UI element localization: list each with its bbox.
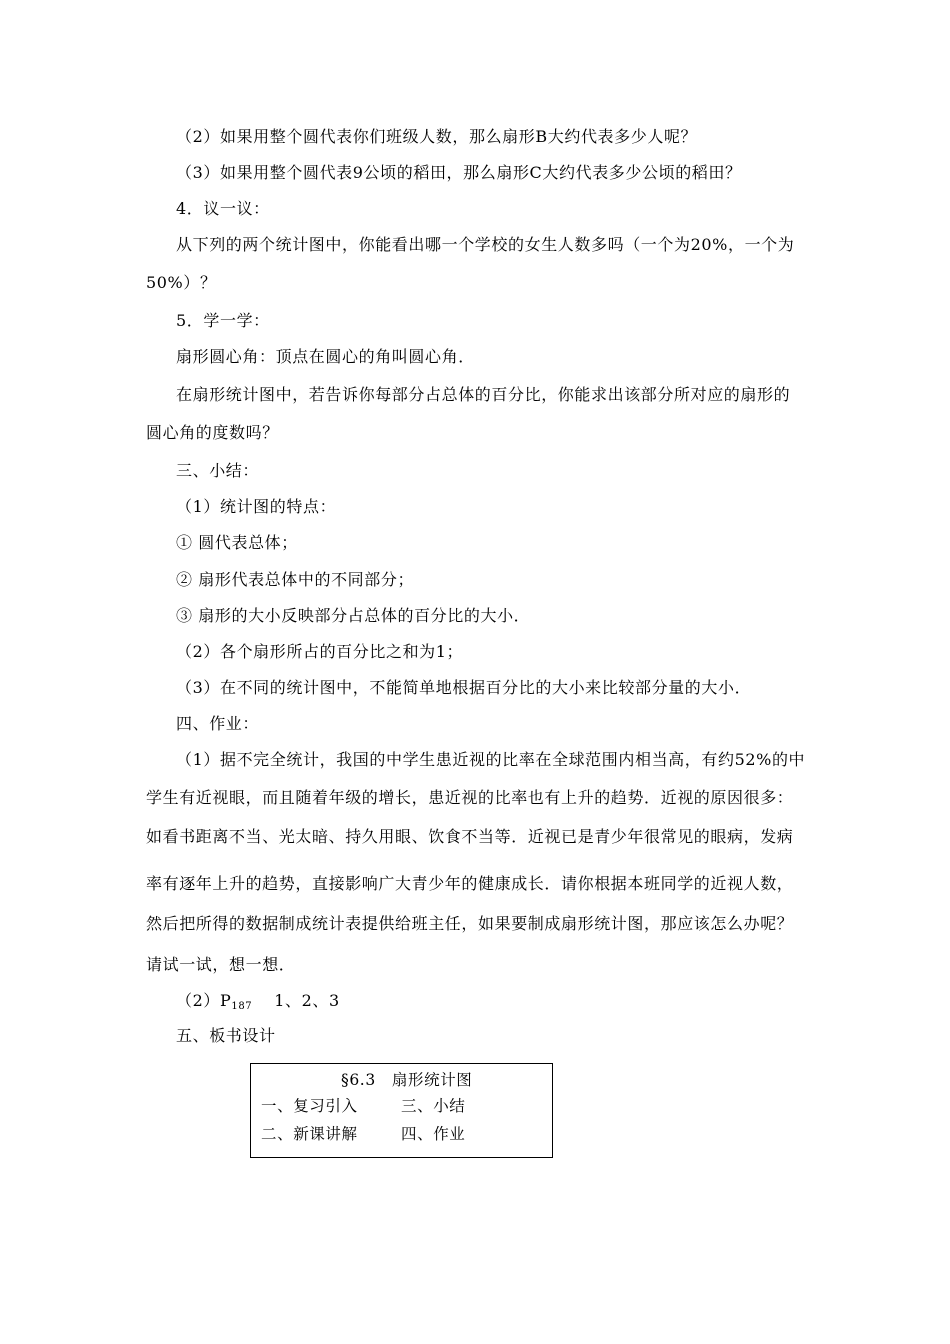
section-5-question-line-1: 在扇形统计图中，若告诉你每部分占总体的百分比，你能求出该部分所对应的扇形的 bbox=[176, 385, 791, 404]
summary-item-1a: ① 圆代表总体； bbox=[176, 533, 298, 552]
summary-item-1: （1）统计图的特点： bbox=[176, 497, 337, 516]
summary-title: 三、小结： bbox=[176, 461, 260, 480]
homework-1-line-3: 如看书距离不当、光太暗、持久用眼、饮食不当等．近视已是青少年很常见的眼病，发病 bbox=[146, 827, 794, 846]
board-heading: §6.3 扇形统计图 bbox=[341, 1071, 473, 1089]
homework-2 bbox=[176, 990, 340, 1018]
board-item-homework: 四、作业 bbox=[401, 1125, 466, 1143]
homework-1-line-4: 率有逐年上升的趋势，直接影响广大青少年的健康成长．请你根据本班同学的近视人数， bbox=[146, 874, 794, 893]
question-3: （3）如果用整个圆代表9公顷的稻田，那么扇形C大约代表多少公顷的稻田？ bbox=[176, 163, 742, 182]
board-item-review: 一、复习引入 bbox=[261, 1097, 358, 1115]
homework-1-line-2: 学生有近视眼，而且随着年级的增长，患近视的比率也有上升的趋势．近视的原因很多： bbox=[146, 788, 794, 807]
board-item-summary: 三、小结 bbox=[401, 1097, 466, 1115]
board-design-box bbox=[250, 1063, 553, 1158]
section-5-definition: 扇形圆心角：顶点在圆心的角叫圆心角． bbox=[176, 347, 475, 366]
summary-item-2: （2）各个扇形所占的百分比之和为1； bbox=[176, 642, 464, 661]
board-design-title: 五、板书设计 bbox=[176, 1026, 276, 1045]
section-5-title: 5．学一学： bbox=[176, 311, 270, 330]
section-4-title: 4．议一议： bbox=[176, 199, 270, 218]
board-item-new-lesson: 二、新课讲解 bbox=[261, 1125, 358, 1143]
section-5-question-line-2: 圆心角的度数吗？ bbox=[146, 423, 279, 442]
homework-2-page-number: 187 bbox=[231, 1001, 253, 1012]
homework-1-line-5: 然后把所得的数据制成统计表提供给班主任，如果要制成扇形统计图，那应该怎么办呢？ bbox=[146, 914, 794, 933]
section-4-body-line-2: 50%）？ bbox=[146, 273, 217, 292]
section-4-body-line-1: 从下列的两个统计图中，你能看出哪一个学校的女生人数多吗（一个为20%，一个为 bbox=[176, 235, 795, 254]
homework-1-line-1: （1）据不完全统计，我国的中学生患近视的比率在全球范围内相当高，有约52%的中 bbox=[176, 750, 806, 769]
homework-title: 四、作业： bbox=[176, 714, 260, 733]
question-2: （2）如果用整个圆代表你们班级人数，那么扇形B大约代表多少人呢？ bbox=[176, 127, 698, 146]
homework-2-items: 1、2、3 bbox=[274, 991, 340, 1010]
homework-1-line-6: 请试一试，想一想． bbox=[146, 955, 296, 974]
homework-2-prefix: （2）P bbox=[176, 991, 232, 1010]
summary-item-1c: ③ 扇形的大小反映部分占总体的百分比的大小． bbox=[176, 606, 531, 625]
summary-item-1b: ② 扇形代表总体中的不同部分； bbox=[176, 570, 415, 589]
summary-item-3: （3）在不同的统计图中，不能简单地根据百分比的大小来比较部分量的大小． bbox=[176, 678, 752, 697]
